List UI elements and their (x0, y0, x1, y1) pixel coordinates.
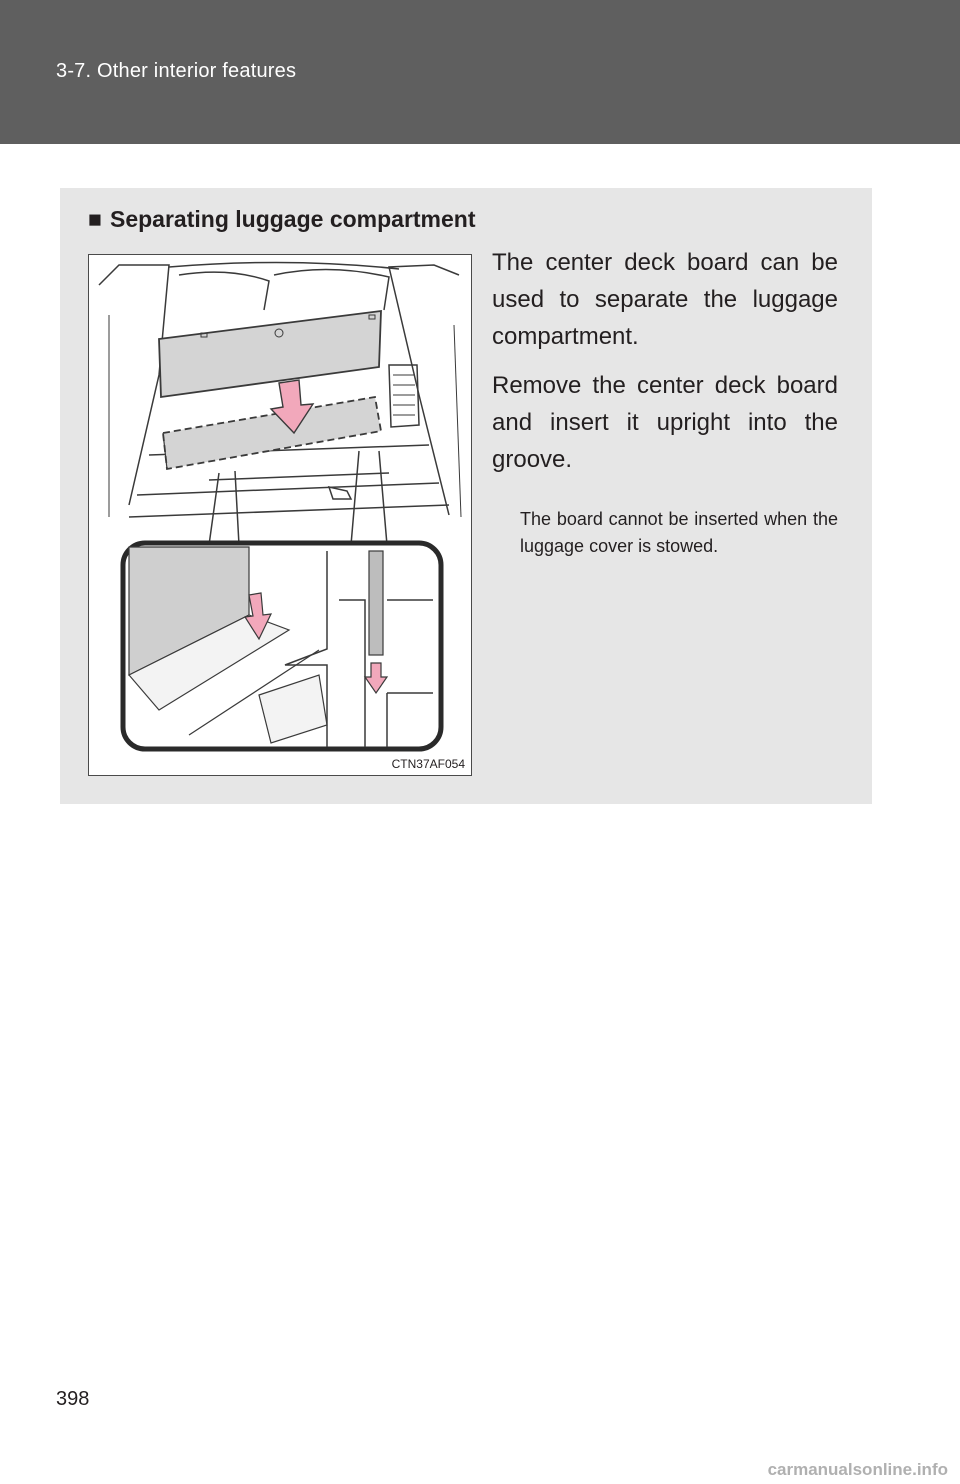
body-text (492, 244, 838, 490)
illustration-drawing (89, 255, 473, 777)
square-bullet-icon: ■ (88, 206, 102, 232)
header-band (0, 0, 960, 144)
paragraph-1: The center deck board can be used to separate the luggage compartment. (492, 249, 838, 350)
section-heading-text: Separating luggage compartment (110, 206, 476, 232)
paragraph-2: Remove the center deck board and insert it upright into the groove. (492, 372, 838, 473)
figure-code: CTN37AF054 (391, 757, 465, 771)
note-text: The board cannot be inserted when the luggage cover is stowed. (520, 509, 838, 556)
section-label: 3-7. Other interior features (56, 60, 297, 82)
content-box (60, 188, 872, 804)
watermark: carmanualsonline.info (767, 1460, 948, 1479)
section-heading (88, 206, 476, 233)
page-number: 398 (56, 1388, 90, 1410)
luggage-compartment-illustration (88, 254, 472, 776)
